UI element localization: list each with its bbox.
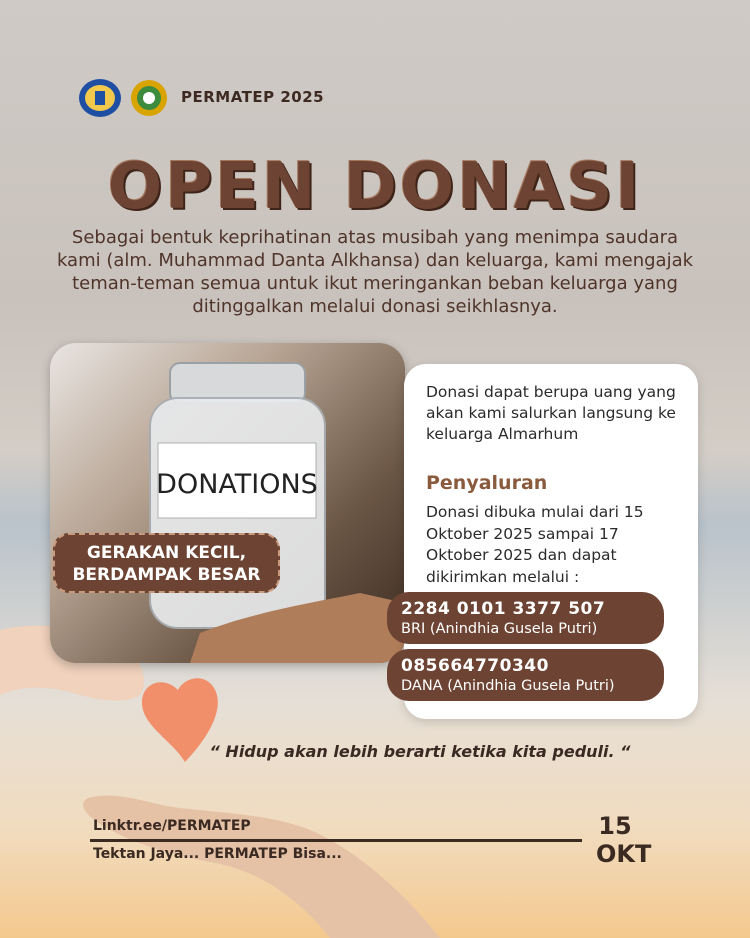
date-day: 15 — [598, 812, 632, 840]
gear-leaf-icon — [128, 77, 170, 119]
donation-description: Donasi dapat berupa uang yang akan kami salurkan langsung ke keluarga Almarhum — [426, 383, 676, 443]
distribution-heading: Penyaluran — [426, 472, 548, 494]
jar-label: DONATIONS — [156, 469, 318, 500]
tagline-line2: BERDAMPAK BESAR — [72, 565, 261, 585]
bank-account-bri — [387, 592, 664, 644]
donation-jar-photo — [50, 343, 405, 663]
tagline-line1: GERAKAN KECIL, — [86, 543, 247, 563]
page-title: OPEN DONASI — [107, 150, 643, 224]
tagline-badge — [53, 533, 280, 593]
distribution-details: Donasi dibuka mulai dari 15 Oktober 2025 sampai 17 Oktober 2025 dan dapat dikirimkan melalui : — [426, 503, 644, 586]
university-shield-icon — [78, 78, 122, 118]
quote: “ Hidup akan lebih berarti ketika kita peduli. “ — [209, 742, 631, 761]
donation-jar-illustration — [50, 343, 405, 663]
date-month: OKT — [596, 840, 652, 868]
footer-divider — [90, 839, 582, 842]
account-number: 2284 0101 3377 507 — [401, 599, 606, 619]
intro-paragraph: Sebagai bentuk keprihatinan atas musibah yang menimpa saudara kami (alm. Muhammad Danta Alkhansa) dan keluarga, kami mengajak teman-teman semua untuk ikut meringankan beban keluarga yang ditinggalkan melalui donasi seikhlasnya. — [56, 227, 694, 317]
linktree-link[interactable]: Linktr.ee/PERMATEP — [93, 818, 251, 834]
account-number: 085664770340 — [401, 656, 549, 676]
motto: Tektan Jaya... PERMATEP Bisa... — [93, 846, 342, 862]
ewallet-account-dana — [387, 649, 664, 701]
account-holder: DANA (Anindhia Gusela Putri) — [401, 678, 615, 694]
account-holder: BRI (Anindhia Gusela Putri) — [401, 621, 598, 637]
org-name: PERMATEP 2025 — [181, 88, 325, 106]
